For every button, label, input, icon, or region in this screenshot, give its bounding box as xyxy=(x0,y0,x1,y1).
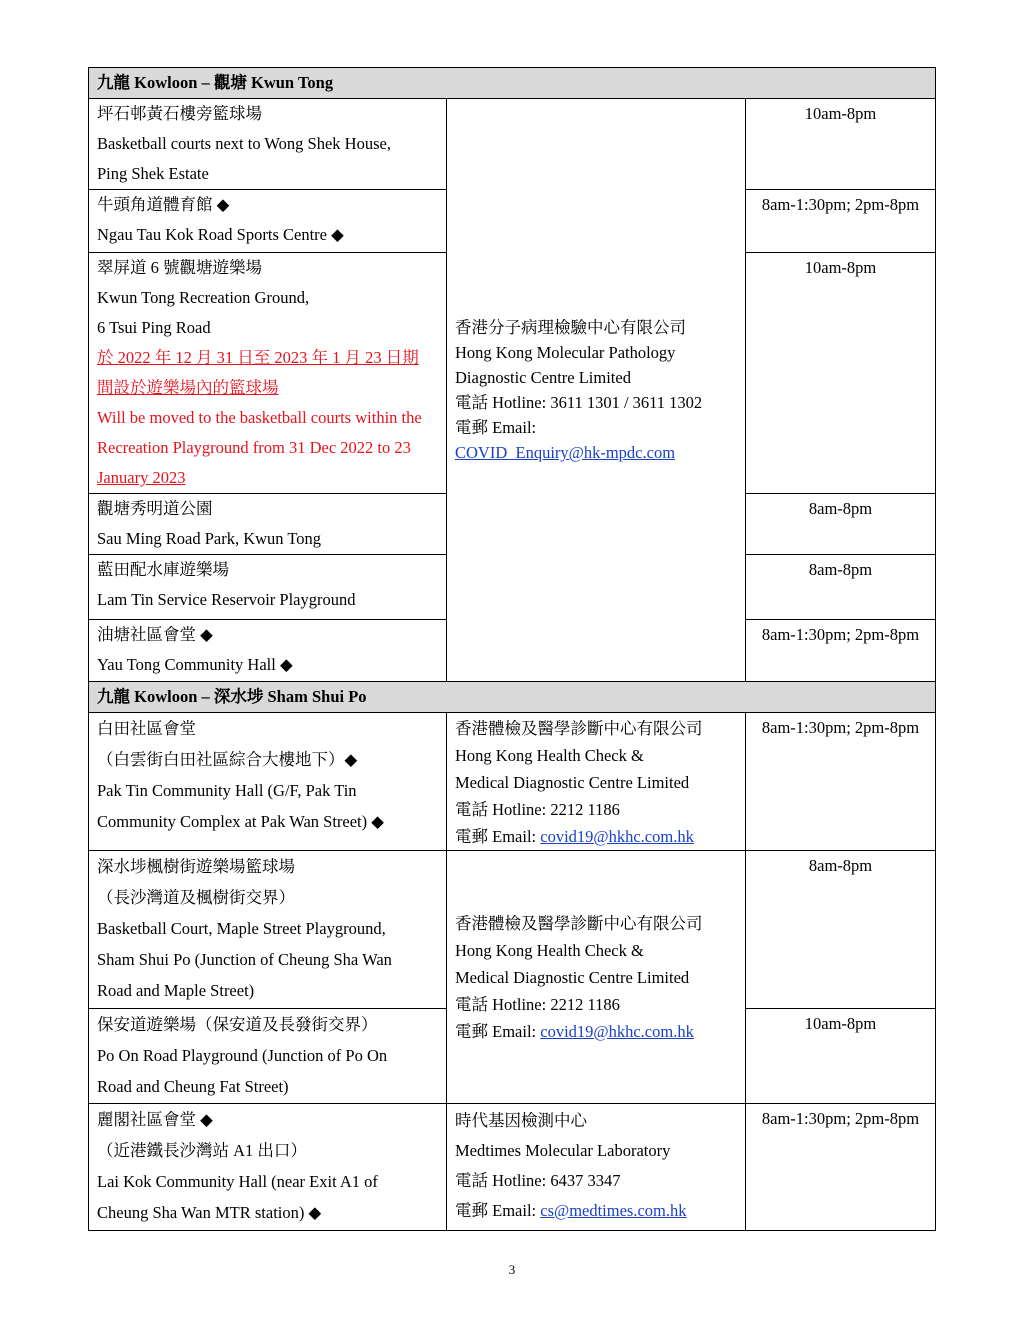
hours-cell: 8am-1:30pm; 2pm-8pm xyxy=(746,620,936,682)
hours-cell: 8am-1:30pm; 2pm-8pm xyxy=(746,1104,936,1231)
site-cell: 翠屏道 6 號觀塘遊樂場 Kwun Tong Recreation Ground, 6 Tsui Ping Road 於 2022 年 12 月 31 日至 2023 年 1 月 23 日期 間設於遊樂場內的籃球場 Will be moved to the basketball courts within the Recreation Playground from 31 Dec 2022 to 23 January 2023 xyxy=(89,253,447,494)
hours-cell: 10am-8pm xyxy=(746,253,936,494)
testing-sites-table xyxy=(88,67,936,1231)
relocation-notice-en: Recreation Playground from 31 Dec 2022 to 23 xyxy=(97,438,411,457)
site-cell: 牛頭角道體育館 ◆ Ngau Tau Kok Road Sports Centre ◆ xyxy=(89,190,447,253)
hours-cell: 10am-8pm xyxy=(746,1009,936,1104)
region-header-sham-shui-po: 九龍 Kowloon – 深水埗 Sham Shui Po xyxy=(89,682,936,713)
provider-cell: 香港分子病理檢驗中心有限公司 Hong Kong Molecular Pathology Diagnostic Centre Limited 電話 Hotline: 3611 1301 / 3611 1302 電郵 Email: COVID_Enquiry@hk-mpdc.com xyxy=(447,99,746,682)
provider-cell: 時代基因檢測中心 Medtimes Molecular Laboratory 電話 Hotline: 6437 3347 電郵 Email: cs@medtimes.com.hk xyxy=(447,1104,746,1231)
site-cell: 白田社區會堂 （白雲街白田社區綜合大樓地下）◆ Pak Tin Community Hall (G/F, Pak Tin Community Complex at Pak Wan Street) ◆ xyxy=(89,713,447,851)
email-link[interactable]: covid19@hkhc.com.hk xyxy=(540,1021,694,1041)
site-cell: 觀塘秀明道公園 Sau Ming Road Park, Kwun Tong xyxy=(89,494,447,555)
table-row xyxy=(89,1104,936,1231)
hours-cell: 10am-8pm xyxy=(746,99,936,190)
site-cell: 麗閣社區會堂 ◆ （近港鐵長沙灣站 A1 出口） Lai Kok Community Hall (near Exit A1 of Cheung Sha Wan MTR station) ◆ xyxy=(89,1104,447,1231)
hours-cell: 8am-1:30pm; 2pm-8pm xyxy=(746,713,936,851)
relocation-notice-en: January 2023 xyxy=(97,468,186,487)
site-cell: 油塘社區會堂 ◆ Yau Tong Community Hall ◆ xyxy=(89,620,447,682)
hours-cell: 8am-8pm xyxy=(746,851,936,1009)
region-header-kwun-tong: 九龍 Kowloon – 觀塘 Kwun Tong xyxy=(89,68,936,99)
provider-cell: 香港體檢及醫學診斷中心有限公司 Hong Kong Health Check & Medical Diagnostic Centre Limited 電話 Hotline: 2212 1186 電郵 Email: covid19@hkhc.com.hk xyxy=(447,713,746,851)
email-link[interactable]: cs@medtimes.com.hk xyxy=(540,1201,687,1220)
relocation-notice-zh: 間設於遊樂場內的籃球場 xyxy=(97,378,279,397)
site-cell: 深水埗楓樹街遊樂場籃球場 （長沙灣道及楓樹街交界） Basketball Court, Maple Street Playground, Sham Shui Po (Junction of Cheung Sha Wan Road and Maple Street) xyxy=(89,851,447,1009)
relocation-notice-en: Will be moved to the basketball courts within the xyxy=(97,408,422,427)
site-cell: 保安道遊樂場（保安道及長發街交界） Po On Road Playground (Junction of Po On Road and Cheung Fat Street) xyxy=(89,1009,447,1104)
site-cell: 藍田配水庫遊樂場 Lam Tin Service Reservoir Playground xyxy=(89,555,447,620)
email-link[interactable]: covid19@hkhc.com.hk xyxy=(540,827,694,846)
table-row xyxy=(89,851,936,1009)
page-number: 3 xyxy=(508,1262,516,1277)
email-link[interactable]: COVID_Enquiry@hk-mpdc.com xyxy=(455,443,676,462)
table-row xyxy=(89,713,936,851)
hours-cell: 8am-1:30pm; 2pm-8pm xyxy=(746,190,936,253)
table-row xyxy=(89,99,936,190)
hours-cell: 8am-8pm xyxy=(746,555,936,620)
site-cell: 坪石邨黃石樓旁籃球場 Basketball courts next to Wong Shek House, Ping Shek Estate xyxy=(89,99,447,190)
relocation-notice-zh: 於 2022 年 12 月 31 日至 2023 年 1 月 23 日期 xyxy=(97,348,419,367)
hours-cell: 8am-8pm xyxy=(746,494,936,555)
provider-cell: 香港體檢及醫學診斷中心有限公司 Hong Kong Health Check & Medical Diagnostic Centre Limited 電話 Hotline: 2212 1186 電郵 Email: covid19@hkhc.com.hk xyxy=(447,851,746,1104)
